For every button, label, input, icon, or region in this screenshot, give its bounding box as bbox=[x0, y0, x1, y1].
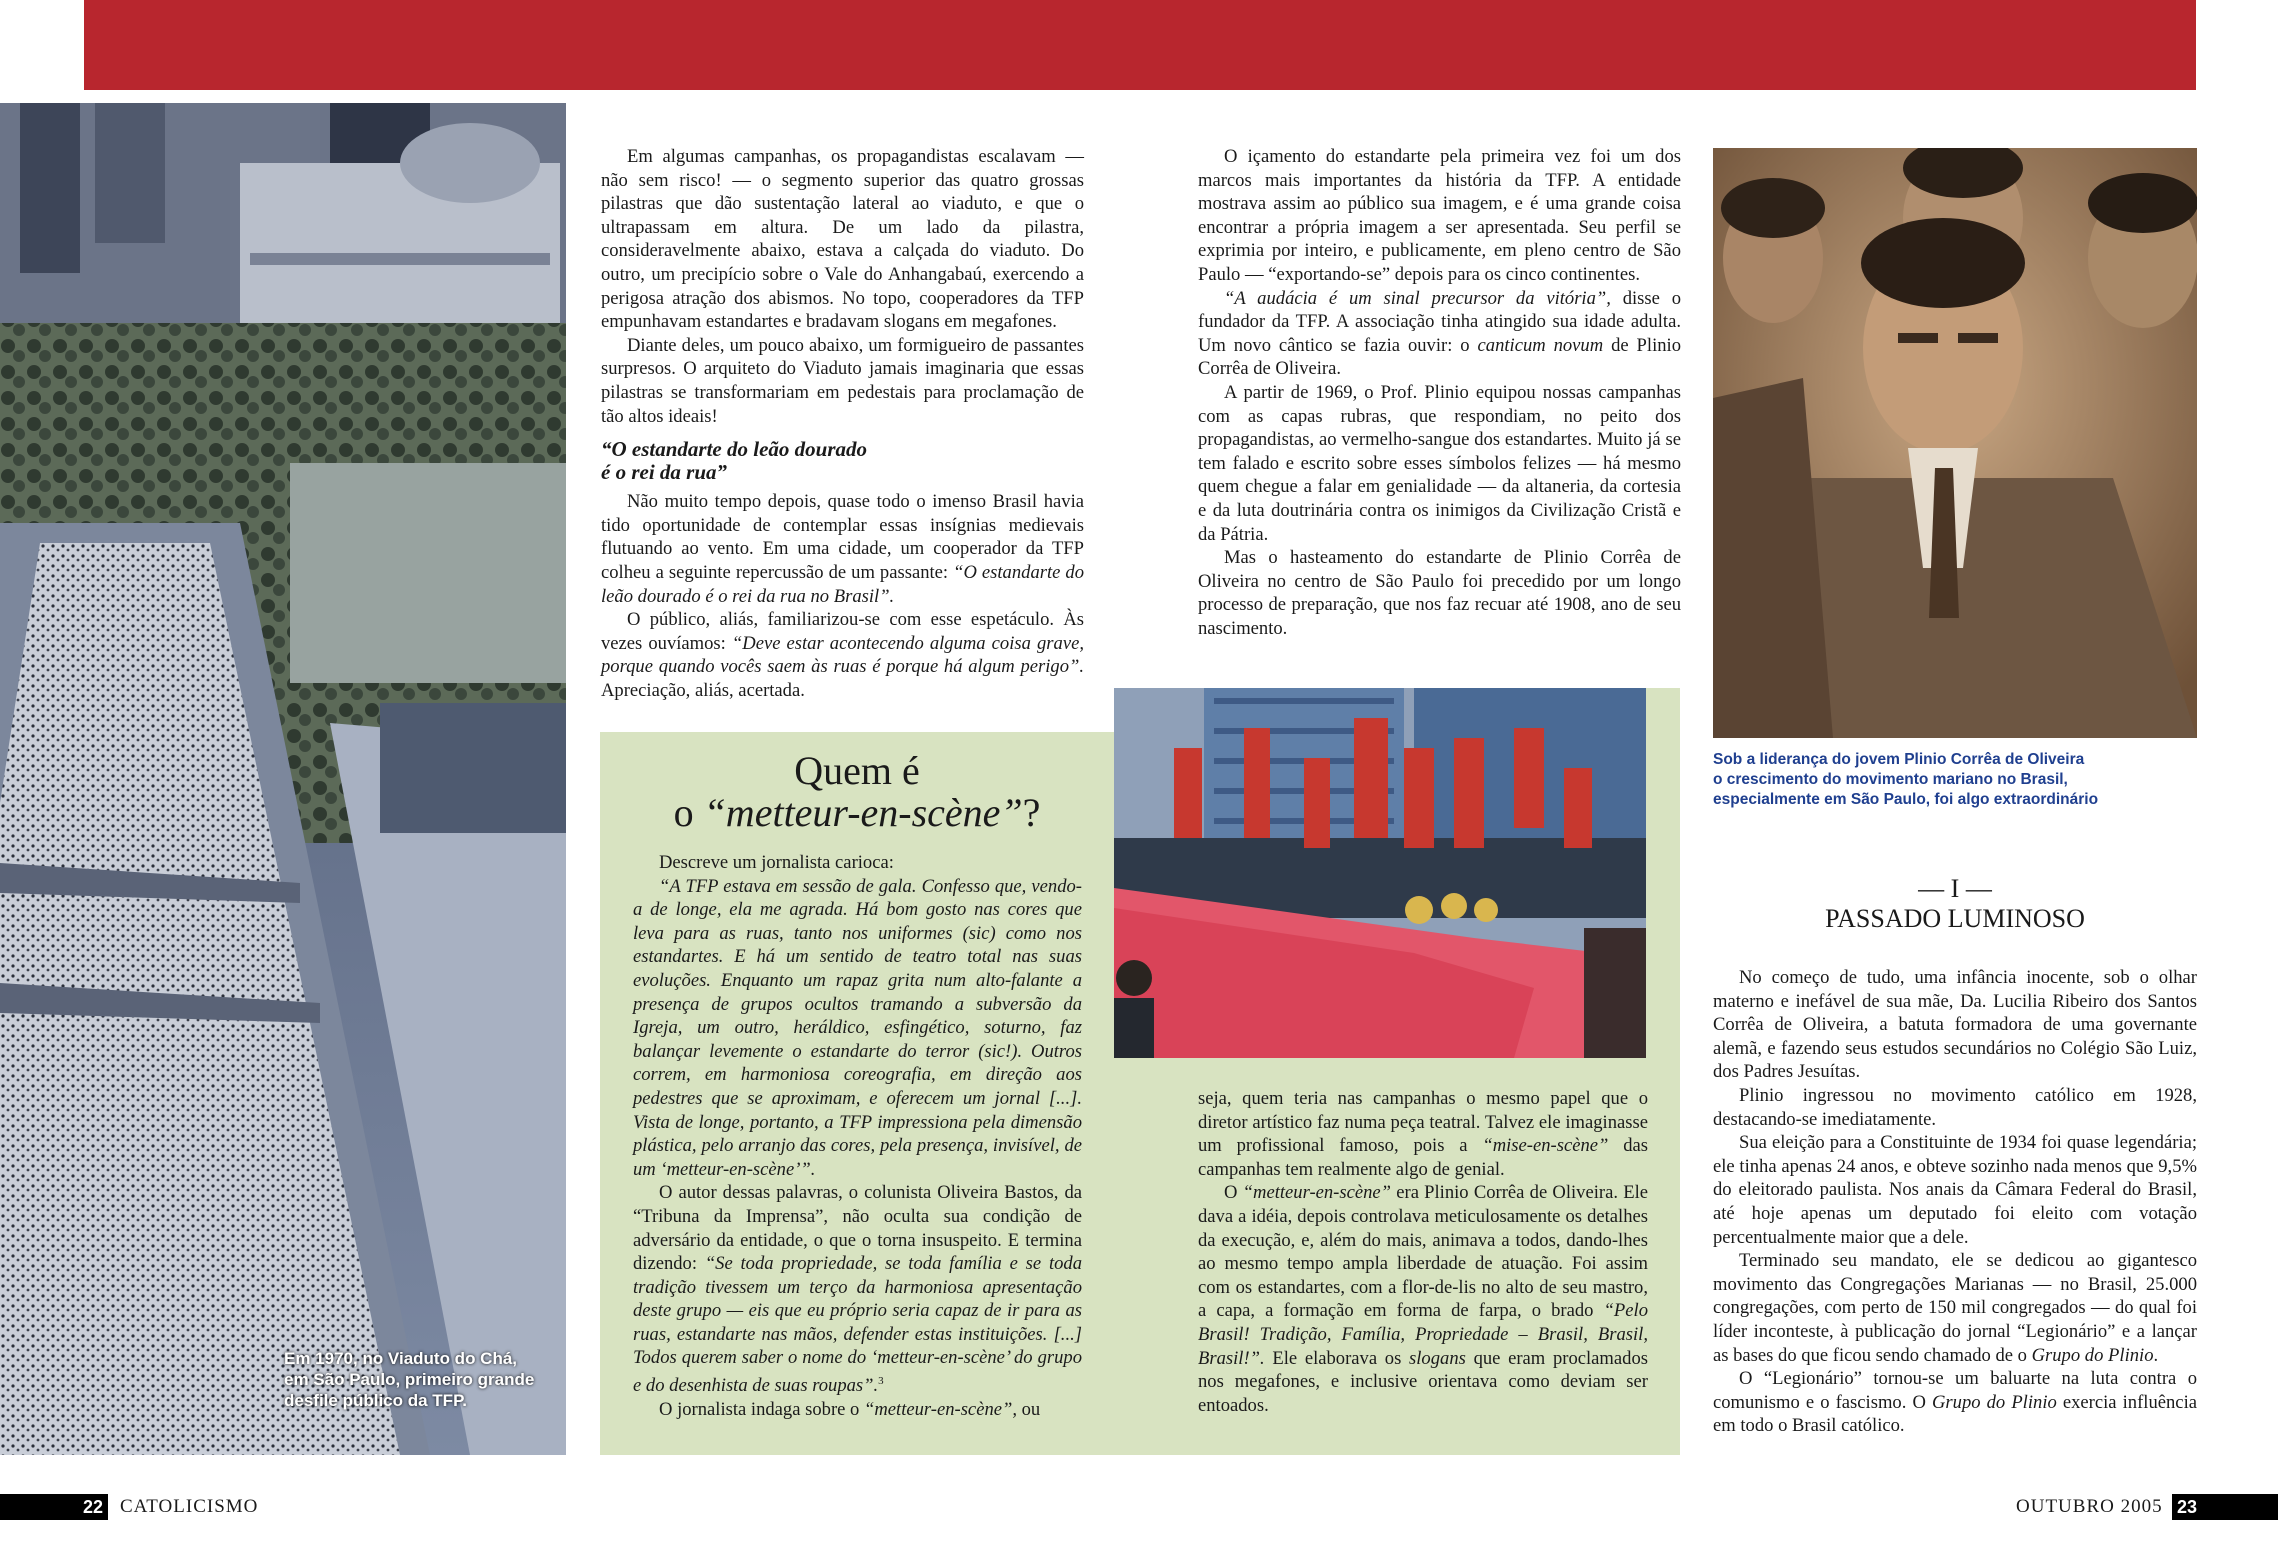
viaduct-photo-caption bbox=[284, 1348, 566, 1411]
sidebar-box-column-2 bbox=[1198, 1087, 1648, 1417]
quote-run: “Deve estar acontecendo alguma coisa grave, porque quando vocês saem às ruas é porque há algum perigo”. bbox=[601, 632, 1084, 678]
banner-parade-image bbox=[1114, 688, 1646, 1058]
text-run: O jornalista indaga sobre o bbox=[659, 1398, 864, 1420]
footer-rule-right bbox=[2202, 1494, 2278, 1520]
paragraph bbox=[1198, 1087, 1648, 1181]
paragraph: Mas o hasteamento do estandarte de Plinio Corrêa de Oliveira no centro de São Paulo foi precedido por um longo processo de preparação, que nos faz recuar até 1908, ano de seu nascimento. bbox=[1198, 547, 1681, 639]
viaduct-photo bbox=[0, 103, 566, 1455]
quote-run: “Se toda propriedade, se toda família e se toda tradição tivessem um terço da harmoniosa apresentação deste grupo — eis que eu próprio seria capaz de ir para as ruas, estandarte nas mãos, defender estas instituições. [...] Todos querem saber o nome do ‘metteur-en-scène’ do grupo e do desenhista de suas roupas”. bbox=[633, 1253, 1082, 1397]
paragraph: O içamento do estandarte pela primeira vez foi um dos marcos mais importantes da história da TFP. A entidade mostrava assim ao público sua imagem, e é uma grande coisa encontrar a própria imagem a ser apresentada. Seu perfil se exprimia por inteiro, e publicamente, em pleno centro de São Paulo — “exportando-se” depois para os cinco continentes. bbox=[1198, 146, 1681, 285]
paragraph: Em algumas campanhas, os propagandistas escalavam — não sem risco! — o segmento superior das quatro grossas pilastras que dão sustentação lateral ao viaduto, e que o ultrapassam em altura. De um lado da pilastra, consideravelmente abaixo, estava a calçada do viaduto. Do outro, um precipício sobre o Vale do Anhangabaú, exercendo a perigosa atração dos abismos. No topo, cooperadores da TFP empunhavam estandartes e bradavam slogans em megafones. bbox=[601, 146, 1084, 333]
paragraph bbox=[601, 608, 1084, 702]
text-run: O autor dessas palavras, o colunista Oliveira Bastos, da “Tribuna da Imprensa”, não oculta sua condição de adversário da entidade, o que o torna insuspeito. E termina dizendo: bbox=[633, 1182, 1082, 1275]
text-run: exercia influência em todo o Brasil católico. bbox=[1713, 1391, 2197, 1437]
caption-line: o crescimento do movimento mariano no Brasil, bbox=[1713, 771, 2068, 788]
footer-rule-left bbox=[0, 1494, 78, 1520]
quote-run: “A audácia é um sinal precursor da vitória”, bbox=[1224, 287, 1611, 309]
text-run: O bbox=[1224, 1182, 1243, 1204]
box-title-line bbox=[602, 792, 1112, 834]
text-run: . bbox=[2153, 1344, 2159, 1366]
text-run: o bbox=[673, 790, 704, 835]
quote-run: “metteur-en-scène” bbox=[703, 790, 1023, 835]
quote-run: “metteur-en-scène” bbox=[1242, 1182, 1392, 1204]
text-run: das campanhas tem realmente algo de genial. bbox=[1198, 1135, 1648, 1180]
text-run: Apreciação, aliás, acertada. bbox=[601, 679, 805, 701]
header-red-bar bbox=[84, 0, 2196, 90]
text-run: O “Legionário” tornou-se um baluarte na luta contra o comunismo e o fascismo. O bbox=[1713, 1368, 2197, 1413]
heading-line: é o rei da rua” bbox=[601, 460, 727, 485]
right-page-column bbox=[1713, 966, 2197, 1438]
article-column-2 bbox=[1198, 145, 1681, 640]
chapter-number: — I — bbox=[1918, 874, 1992, 903]
caption-line: especialmente em São Paulo, foi algo extraordinário bbox=[1713, 791, 2099, 808]
text-run: ou bbox=[1016, 1398, 1041, 1420]
box-title-line: Quem é bbox=[794, 748, 920, 793]
article-column-1 bbox=[601, 145, 1084, 702]
paragraph bbox=[1198, 1181, 1648, 1417]
section-heading bbox=[601, 438, 1084, 484]
paragraph: No começo de tudo, uma infância inocente, sob o olhar materno e inefável de sua mãe, Da. Lucilia Ribeiro dos Santos Corrêa de Oliveira, a batuta formadora de uma governante alemã, e fazendo seus estudos secundários no Colégio São Luiz, dos Padres Jesuítas. bbox=[1713, 967, 2197, 1083]
footer-publication-title: CATOLICISMO bbox=[120, 1496, 259, 1517]
sidebar-box-column-1 bbox=[633, 851, 1082, 1421]
chapter-title: PASSADO LUMINOSO bbox=[1825, 904, 2085, 933]
paragraph bbox=[1713, 1249, 2197, 1367]
paragraph bbox=[1198, 287, 1681, 381]
footnote-mark: 3 bbox=[878, 1375, 884, 1388]
text-run: disse o fundador da TFP. A associação tinha atingido sua idade adulta. Um novo cântico se fazia ouvir: o bbox=[1198, 287, 1681, 356]
text-run: Ele elaborava os bbox=[1264, 1347, 1410, 1369]
emphasis-run: Grupo do Plinio bbox=[1931, 1391, 2057, 1413]
emphasis-run: Grupo do Plinio bbox=[2031, 1344, 2154, 1366]
text-run: O público, aliás, familiarizou-se com esse espetáculo. Às vezes ouvíamos: bbox=[601, 609, 1084, 654]
heading-line: “O estandarte do leão dourado bbox=[601, 437, 868, 462]
text-run: seja, quem teria nas campanhas o mesmo papel que o diretor artístico faz numa peça teatral. Talvez ele imaginasse um profissional famoso, pois a bbox=[1198, 1088, 1648, 1157]
text-run: de Plinio Corrêa de Oliveira. bbox=[1198, 334, 1681, 380]
paragraph: A partir de 1969, o Prof. Plinio equipou nossas campanhas com as capas rubras, que respondiam, no peito dos propagandistas, ao vermelho-sangue dos estandartes. Muito já se tem falado e escrito sobre esses símbolos felizes — há mesmo quem chegue a falar em genialidade — da altaneria, da cortesia e da luta doutrinária contra os inimigos da Civilização Cristã e da Pátria. bbox=[1198, 381, 1681, 545]
paragraph bbox=[601, 490, 1084, 608]
quote-run: “Pelo Brasil! Tradição, Família, Propriedade – Brasil, Brasil, Brasil!”. bbox=[1198, 1300, 1648, 1369]
paragraph: Sua eleição para a Constituinte de 1934 foi quase legendária; ele tinha apenas 24 anos, e obteve sozinho nada menos que 9,5% do eleitorado paulista. Nos anais da Câmara Federal do Brasil, até hoje apenas um deputado foi eleito com votação percentualmente maior que a dele. bbox=[1713, 1132, 2197, 1248]
quote-run: “O estandarte do leão dourado é o rei da rua no Brasil”. bbox=[601, 561, 1084, 607]
caption-line: em São Paulo, primeiro grande bbox=[284, 1370, 535, 1389]
quote-run: “mise-en-scène” bbox=[1482, 1135, 1609, 1157]
plinio-portrait-photo bbox=[1713, 148, 2197, 738]
paragraph: Descreve um jornalista carioca: bbox=[659, 852, 894, 873]
chapter-heading bbox=[1713, 874, 2197, 934]
quote-run: “metteur-en-scène”, bbox=[864, 1398, 1017, 1420]
paragraph: Plinio ingressou no movimento católico em 1928, destacando-se imediatamente. bbox=[1713, 1084, 2197, 1130]
caption-line: desfile público da TFP. bbox=[284, 1391, 467, 1410]
caption-line: Sob a liderança do jovem Plinio Corrêa de Oliveira bbox=[1713, 751, 2085, 768]
emphasis-run: canticum novum bbox=[1477, 334, 1604, 356]
banner-parade-photo bbox=[1114, 688, 1646, 1058]
footer-issue-date: OUTUBRO 2005 bbox=[2016, 1496, 2163, 1517]
paragraph bbox=[633, 875, 1082, 1182]
caption-line: Em 1970, no Viaduto do Chá, bbox=[284, 1349, 518, 1368]
quote-run: “A TFP estava em sessão de gala. Confesso que, vendo-a de longe, ela me agrada. Há bom gosto nas cores que leva para as ruas, tanto nos uniformes (sic) como nos estandartes. E há um sentido de teatro total nas suas evoluções. Enquanto um rapaz grita num alto-falante a presença de grupos ocultos tramando a subversão da Igreja, um outro, heráldico, esfingético, soturno, faz balançar levemente o estandarte do terror (sic!). Outros correm, em harmoniosa coreografia, em direção aos pedestres que se aproximam, e oferecem um jornal [...]. Vista de longe, portanto, a TFP impressiona pela dimensão plástica, pelo arranjo das cores, pela presença, invisível, de um ‘metteur-en-scène’”. bbox=[633, 875, 1082, 1180]
emphasis-run: slogans bbox=[1409, 1347, 1466, 1369]
page-number-right: 23 bbox=[2172, 1494, 2202, 1520]
page-number-left: 22 bbox=[78, 1494, 108, 1520]
paragraph bbox=[633, 1181, 1082, 1398]
text-run: era Plinio Corrêa de Oliveira. Ele dava a idéia, depois controlava meticulosamente os detalhes da execução, e, além do mais, animava a todos, dando-lhes ao mesmo tempo ampla liberdade de atuação. Foi assim com os estandartes, com a flor-de-lis no alto de seu mastro, a capa, a formação em forma de farpa, o brado bbox=[1198, 1182, 1649, 1322]
text-run: Terminado seu mandato, ele se dedicou ao gigantesco movimento das Congregações Marianas — no Brasil, 25.000 congregações, com perto de 150 mil congregados — do qual foi líder inconteste, à publicação do jornal “Legionário” e a lançar as bases do que ficou sendo chamado de o bbox=[1713, 1250, 2197, 1366]
paragraph bbox=[633, 1398, 1082, 1422]
text-run: Não muito tempo depois, quase todo o imenso Brasil havia tido oportunidade de contemplar essas insígnias medievais flutuando ao vento. Em uma cidade, um cooperador da TFP colheu a seguinte repercussão de um passante: bbox=[601, 491, 1084, 583]
text-run: que eram proclamados nos megafones, e inclusive orientava como deviam ser entoados. bbox=[1198, 1347, 1648, 1416]
viaduct-photo-image bbox=[0, 103, 566, 1455]
text-run: ? bbox=[1022, 790, 1041, 835]
portrait-caption bbox=[1713, 750, 2213, 810]
paragraph: Diante deles, um pouco abaixo, um formigueiro de passantes surpresos. O arquiteto do Viaduto jamais imaginaria que essas pilastras se transformariam em pedestais para proclamação de tão altos ideais! bbox=[601, 334, 1084, 427]
plinio-portrait-image bbox=[1713, 148, 2197, 738]
sidebar-box-title bbox=[602, 750, 1112, 834]
paragraph bbox=[1713, 1367, 2197, 1438]
